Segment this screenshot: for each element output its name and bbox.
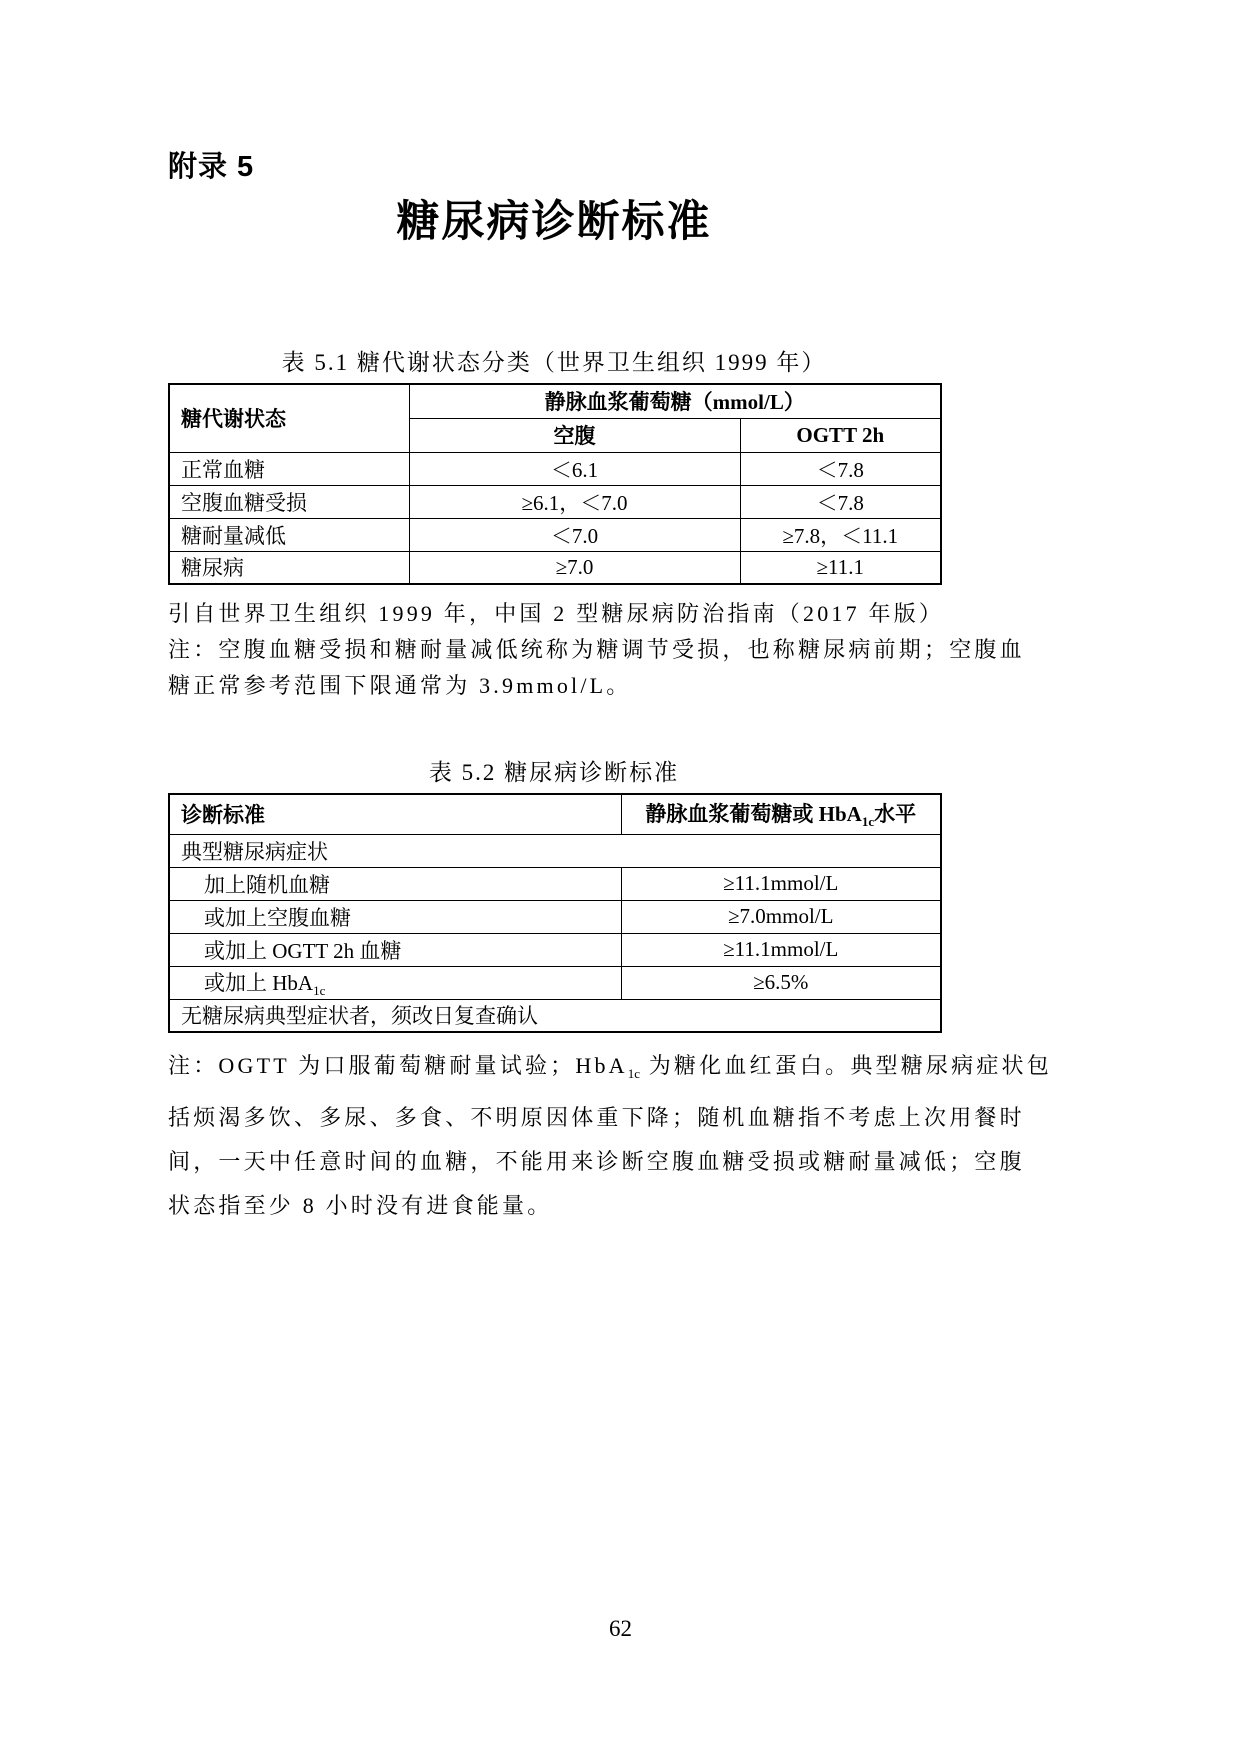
table-cell-criteria: 典型糖尿病症状 (169, 834, 941, 867)
hba1c-subscript: 1c (627, 1066, 641, 1081)
table-row (169, 966, 941, 999)
table1-note-line: 糖正常参考范围下限通常为 3.9mmol/L。 (168, 673, 632, 698)
table1-caption: 表 5.1 糖代谢状态分类（世界卫生组织 1999 年） (281, 350, 827, 375)
table2-caption: 表 5.2 糖尿病诊断标准 (428, 760, 680, 785)
hba1c-subscript: 1c (313, 982, 326, 998)
table2-notes (168, 1044, 1083, 1228)
glucose-classification-table (168, 383, 942, 585)
table-cell-state: 糖尿病 (169, 551, 409, 584)
table-row (169, 551, 941, 584)
table-cell-criteria: 或加上 HbA$_{1c}$ (169, 966, 621, 999)
table2-note-line: 状态指至少 8 小时没有进食能量。 (168, 1193, 553, 1218)
table-row (169, 384, 941, 418)
table1-notes (168, 596, 1083, 704)
table2-note-line: 注：OGTT 为口服葡萄糖耐量试验；HbA$_{1c}$ 为糖化血红蛋白。典型糖尿病症状包 (168, 1053, 1052, 1081)
table2-note-line: 括烦渴多饮、多尿、多食、不明原因体重下降；随机血糖指不考虑上次用餐时 (168, 1105, 1025, 1130)
table1-header-ogtt: OGTT 2h (740, 418, 941, 452)
table1-source-note: 引自世界卫生组织 1999 年，中国 2 型糖尿病防治指南（2017 年版） (168, 601, 945, 626)
appendix-label: 附录 5 (168, 151, 255, 183)
table-row (169, 867, 941, 900)
table-row (169, 834, 941, 867)
table-cell-ogtt: ＜7.8 (740, 452, 941, 485)
table-row (169, 518, 941, 551)
table-cell-value: ≥7.0mmol/L (621, 900, 941, 933)
diagnosis-criteria-table (168, 793, 942, 1033)
table2-note-line: 间，一天中任意时间的血糖，不能用来诊断空腹血糖受损或糖耐量减低；空腹 (168, 1149, 1025, 1174)
table-row (169, 794, 941, 834)
table-row (169, 900, 941, 933)
table1-header-state: 糖代谢状态 (169, 384, 409, 452)
table1-note-line: 注：空腹血糖受损和糖耐量减低统称为糖调节受损，也称糖尿病前期；空腹血 (168, 637, 1025, 662)
table-cell-ogtt: ≥7.8，＜11.1 (740, 518, 941, 551)
table-cell-state: 糖耐量减低 (169, 518, 409, 551)
table-cell-fasting: ≥7.0 (409, 551, 740, 584)
table-row (169, 485, 941, 518)
table-cell-value: ≥11.1mmol/L (621, 867, 941, 900)
hba1c-subscript: 1c (861, 814, 875, 830)
table2-header-criteria: 诊断标准 (169, 794, 621, 834)
table-cell-state: 正常血糖 (169, 452, 409, 485)
table-cell-criteria: 无糖尿病典型症状者，须改日复查确认 (169, 999, 941, 1032)
table1-header-group: 静脉血浆葡萄糖（mmol/L） (409, 384, 941, 418)
table-cell-ogtt: ≥11.1 (740, 551, 941, 584)
table-row (169, 933, 941, 966)
table-cell-criteria: 或加上 OGTT 2h 血糖 (169, 933, 621, 966)
table-row (169, 452, 941, 485)
page-number: 62 (609, 1616, 632, 1641)
table-cell-criteria: 加上随机血糖 (169, 867, 621, 900)
table2-header-level: 静脉血浆葡萄糖或 HbA$_{1c}$水平 (621, 794, 941, 834)
table-cell-ogtt: ＜7.8 (740, 485, 941, 518)
table-cell-value: ≥11.1mmol/L (621, 933, 941, 966)
table-cell-value: ≥6.5% (621, 966, 941, 999)
table-cell-criteria: 或加上空腹血糖 (169, 900, 621, 933)
table1-header-fasting: 空腹 (409, 418, 740, 452)
table-cell-fasting: ＜7.0 (409, 518, 740, 551)
table-cell-fasting: ＜6.1 (409, 452, 740, 485)
table-row (169, 999, 941, 1032)
page-title: 糖尿病诊断标准 (396, 199, 712, 246)
table-cell-fasting: ≥6.1，＜7.0 (409, 485, 740, 518)
table-cell-state: 空腹血糖受损 (169, 485, 409, 518)
